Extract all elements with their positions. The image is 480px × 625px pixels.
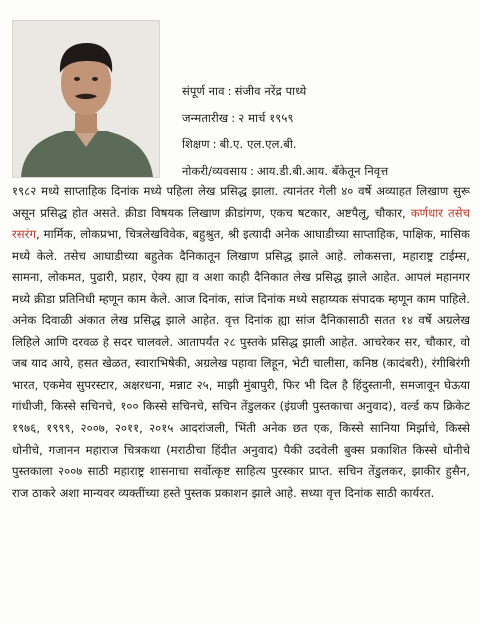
info-value: २ मार्च १९५९ [238,110,294,125]
info-value: संजीव नरेंद्र पाध्ये [234,84,307,98]
biography-text [12,181,470,621]
info-row-occupation: नोकरी/व्यवसाय : आय.डी.बी.आय. बँकेतून निवृत्त [182,163,389,178]
info-value: बी.ए. एल.एल.बी. [219,137,297,151]
info-value: आय.डी.बी.आय. बँकेतून निवृत्त [256,163,389,178]
info-row-education: शिक्षण : बी.ए. एल.एल.बी. [182,137,297,151]
info-label: संपूर्ण नाव [182,84,225,98]
bio-text-part: १९८२ मध्ये साप्ताहिक दिनांक मध्ये पहिला लेख प्रसिद्ध झाला. त्यानंतर गेली ४० वर्षे अव्याहत लिखाण सुरू असून प्रसिद्ध होत असते. क्रीडा विषयक लिखाण क्रीडांगण, एकच षटकार, अष्टपैलू, चौकार, [12,184,470,220]
info-label: नोकरी/व्यवसाय [182,163,247,178]
info-label: जन्मतारीख [182,110,229,125]
info-row-name: संपूर्ण नाव : संजीव नरेंद्र पाध्ये [182,84,307,98]
info-row-dob: जन्मतारीख : २ मार्च १९५९ [182,110,294,125]
portrait-image [13,21,159,177]
bio-highlight: कर्णधार तसेच रसरंग [12,205,470,242]
bio-text-part: , मार्मिक, लोकप्रभा, चित्रलेखविवेक, बहुश्रुत, श्री इत्यादी अनेक आघाडीच्या साप्ताहिक, पाक्षिक, मासिक मध्ये केले. तसेच आघाडीच्या बहुतेक दैनिकातून लिखाण प्रसिद्ध झाले आहे. लोकसत्ता, महाराष्ट्र टाईम्स, सामना, लोकमत, पुढारी, प्रहार, ऐक्य ह्या व अशा काही दैनिकात लेख प्रसिद्ध झाले आहेत. आपलं महानगर मध्ये क्रीडा प्रतिनिधी म्हणून काम केले. आज दिनांक, सांज दिनांक मध्ये सहाय्यक संपादक म्हणून काम पाहिले. अनेक दिवाळी अंकात लेख प्रसिद्ध झाले आहेत. वृत्त दिनांक ह्या सांज दैनिकासाठी सतत १४ वर्षे अग्रलेख लिहिले आणि दरवळ हे सदर चालवले. आतापर्यंत २८ पुस्तके प्रसिद्ध झाली आहेत. आचरेकर सर, चौकार, वो जब याद आये, हसत खेळत, स्वाराभिषेकी, अग्रलेख पहावा लिहून, भेटी चालीसा, कनिष्ठ (कादंबरी), रंगीबिरंगी भारत, एकमेव सुपरस्टार, अक्षरधना, मन्नाट २५, माझी मुंबापुरी, फिर भी दिल है हिंदुस्तानी, समजावून घेऊया गांधीजी, किस्से सचिनचे, १०० किस्से सचिनचे, सचिन तेंडुलकर (इंग्रजी पुस्तकाचा अनुवाद), वर्ल्ड कप क्रिकेट १९७६, १९९९, २००७, २०११, २०१५ आदरांजली, भिंती अनेक छत एक, किस्से सानिया मिर्झाचे, किस्से धोनीचे, गजानन महाराज चित्रकथा (मराठीचा हिंदीत अनुवाद) पैकी उदवेली बुक्स प्रकाशित किस्से धोनीचे पुस्तकाला २००७ साठी महाराष्ट्र शासनाचा सर्वोत्कृष्ट साहित्य पुरस्कार प्राप्त. सचिन तेंडुलकर, झाकीर हुसैन, राज ठाकरे अशा मान्यवर व्यक्तींच्या हस्ते पुस्तक प्रकाशन झाले आहे. सध्या वृत्त दिनांक साठी कार्यरत. [12,227,470,500]
info-label: शिक्षण [182,137,210,151]
profile-photo [12,20,160,178]
profile-info [182,78,472,184]
